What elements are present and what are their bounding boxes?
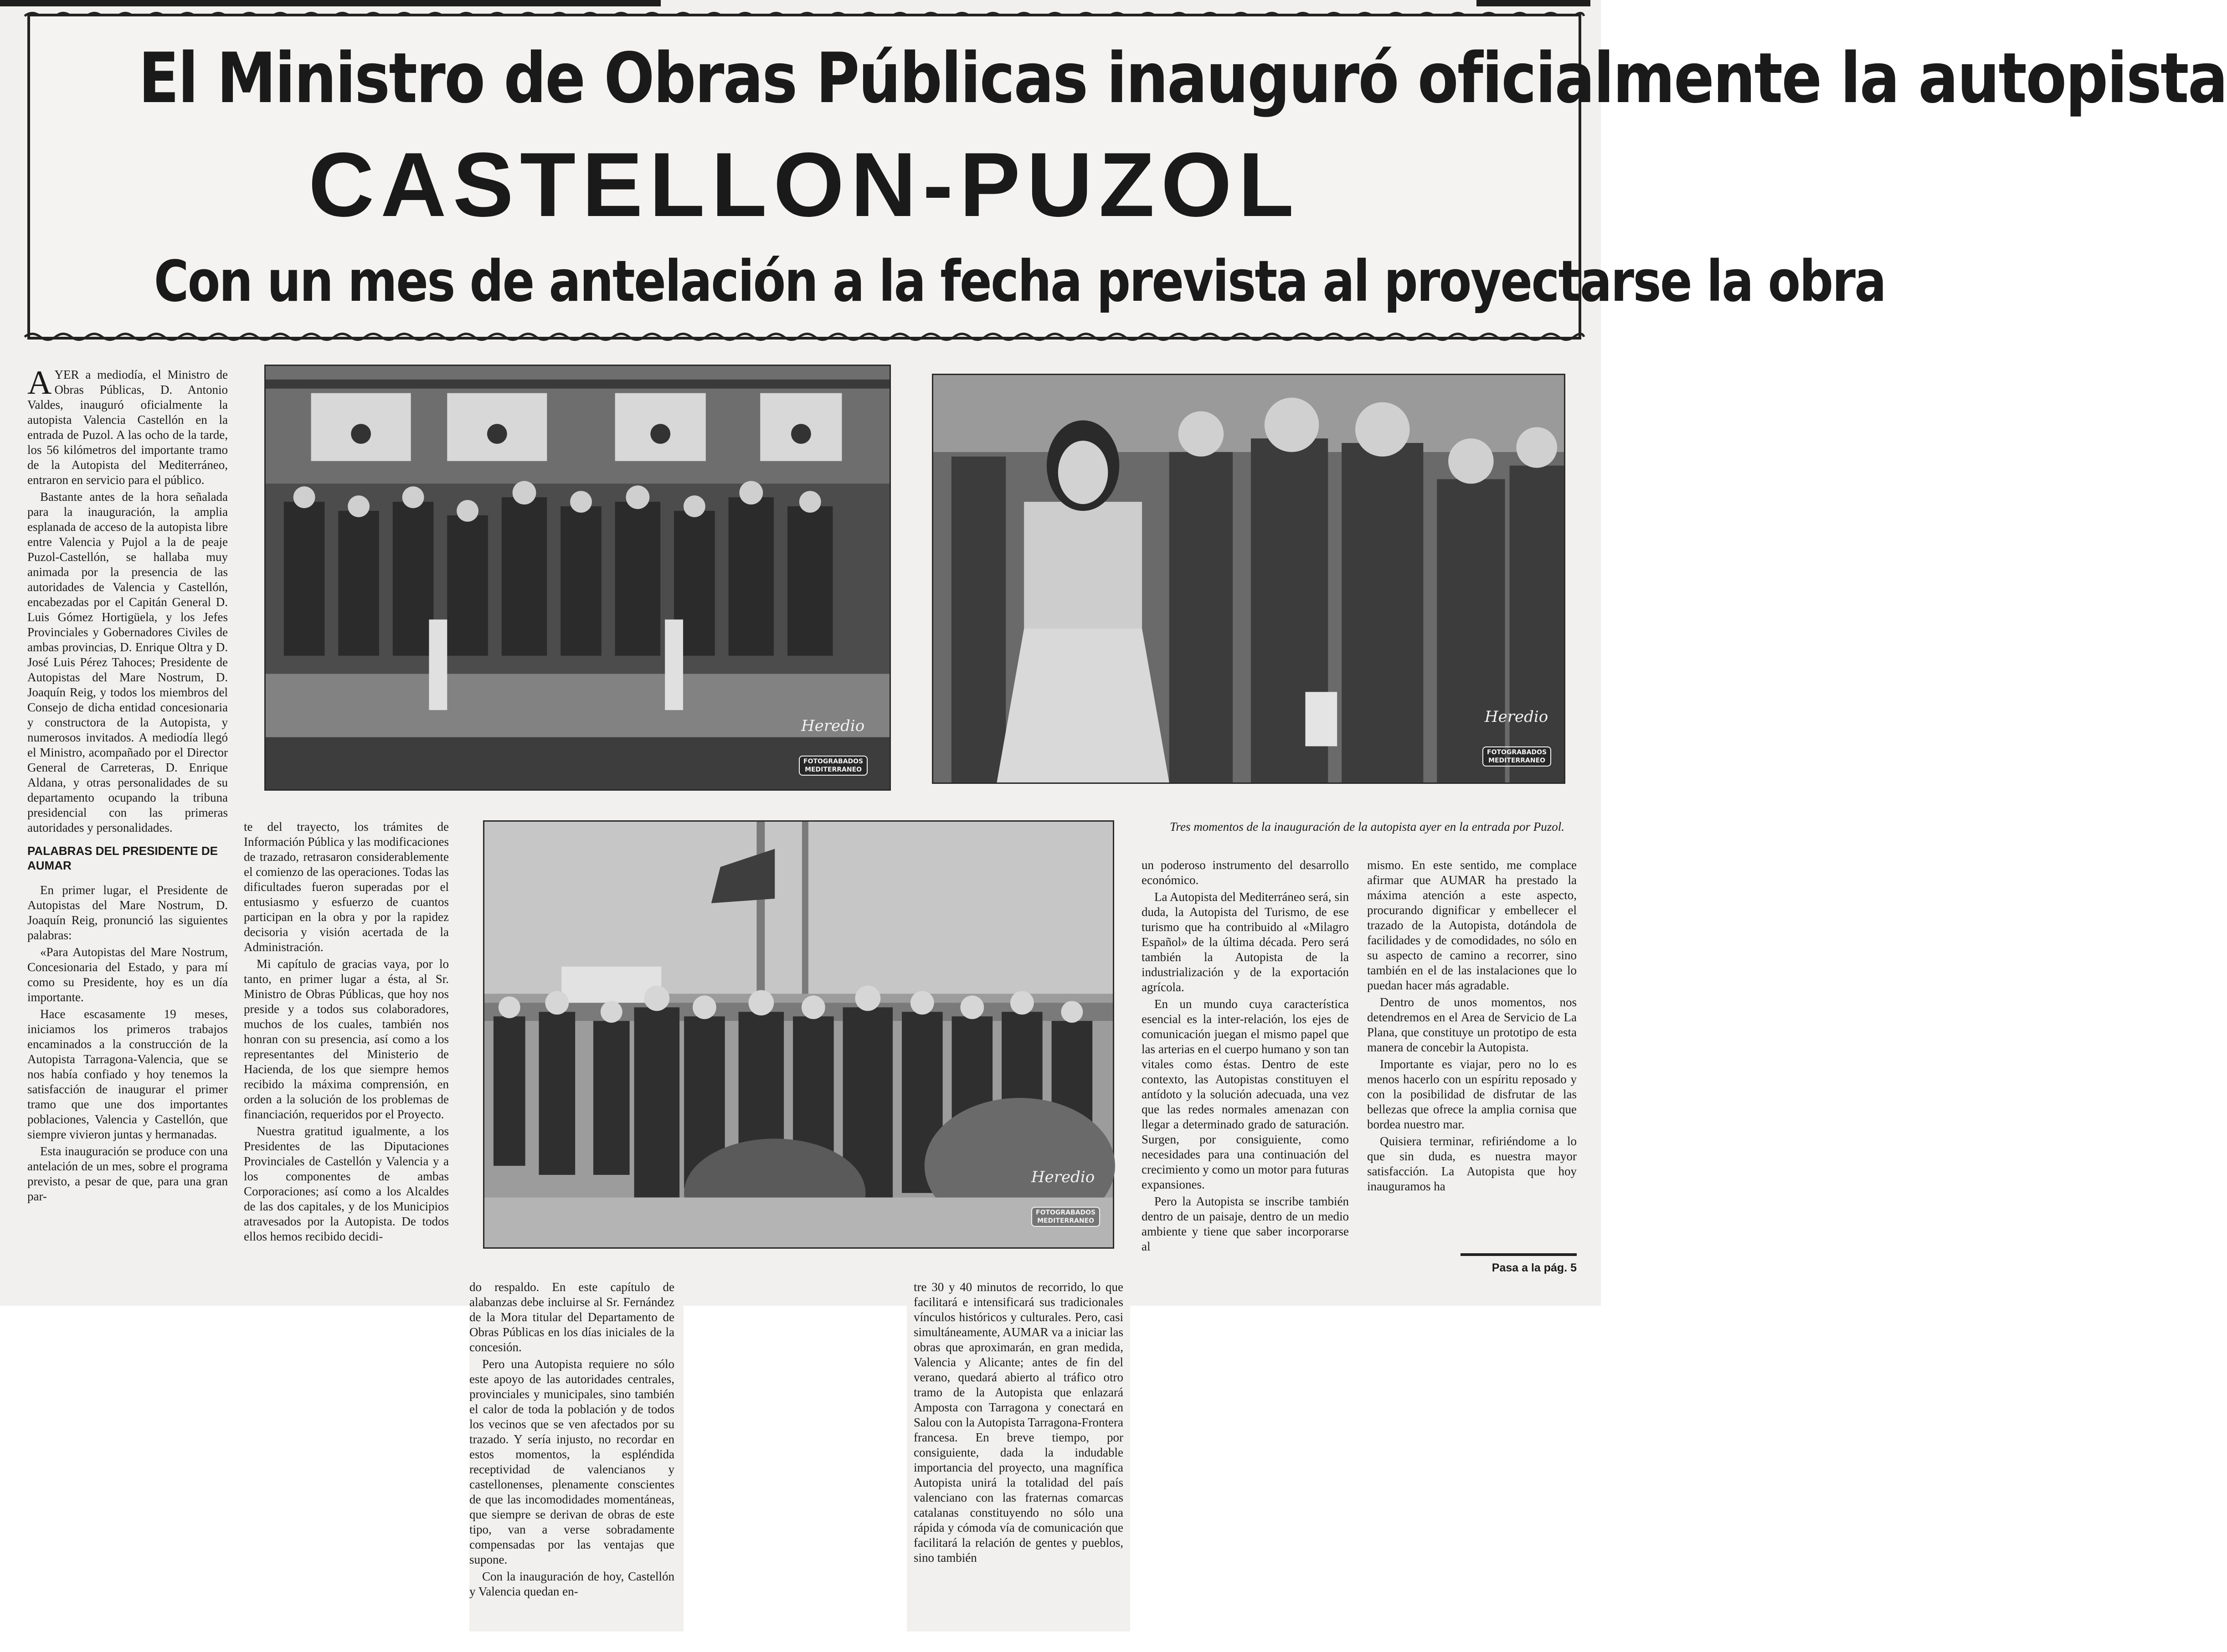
section-subhead: PALABRAS DEL PRESIDENTE DE AUMAR	[27, 844, 218, 872]
photo-credit-signature: Heredio	[1485, 708, 1548, 726]
photo-credit-signature: Heredio	[1031, 1168, 1095, 1186]
article-column-6	[1367, 858, 1577, 1250]
article-column-2	[244, 819, 449, 1293]
photo-agency-stamp: FOTOGRABADOS MEDITERRANEO	[1031, 1207, 1100, 1227]
article-paragraph: La Autopista del Mediterráneo será, sin duda, la Autopista del Turismo, de ese turismo que ha contribuido al «Milagro Español» de la última década. Pero será también la Autopista de la industrialización y de la exportación agrícola.	[1142, 890, 1349, 994]
article-paragraph: Quisiera terminar, refiriéndome a lo que sin duda, es nuestra mayor satisfacción. La Autopista que hoy inauguramos ha	[1367, 1134, 1577, 1193]
continued-on-page: Pasa a la pág. 5	[1461, 1253, 1577, 1281]
article-paragraph: Mi capítulo de gracias vaya, por lo tanto, en primer lugar a ésta, al Sr. Ministro de Obras Públicas, que hoy nos preside y a todos sus colaboradores, muchos de los cuales, también nos honran con su presencia, así como a los representantes del Ministerio de Hacienda, de los que siempre hemos recibido la máxima comprensión, en orden a la solución de los problemas de financiación, requeridos por el Proyecto.	[244, 957, 449, 1121]
article-column-3	[469, 1280, 674, 1631]
photo-procession	[483, 820, 1114, 1249]
article-paragraph: Con la inauguración de hoy, Castellón y Valencia quedan en-	[469, 1570, 674, 1598]
photo-agency-stamp: FOTOGRABADOS MEDITERRANEO	[799, 756, 868, 776]
article-paragraph: do respaldo. En este capítulo de alabanzas debe incluirse al Sr. Fernández de la Mora titular del Departamento de Obras Públicas en los días iniciales de la concesión.	[469, 1280, 674, 1354]
article-paragraph: Hace escasamente 19 meses, iniciamos los primeros trabajos encaminados a la construcción de la Autopista Tarragona-Valencia, que se nos había confiado y hoy tenemos la satisfacción de inaugurar el primer tramo que une dos importantes poblaciones, Valencia y Castellón, que siempre vivieron juntas y hermanadas.	[27, 1007, 228, 1141]
article-paragraph: Nuestra gratitud igualmente, a los Presidentes de las Diputaciones Provinciales de Castellón y Valencia y a los componentes de ambas Corporaciones; así como a los Alcaldes de las dos capitales, y de los Municipios atravesados por la Autopista. De todos ellos hemos recibido decidi-	[244, 1124, 449, 1243]
article-column-5	[1142, 858, 1349, 1295]
article-paragraph: En primer lugar, el Presidente de Autopistas del Mare Nostrum, D. Joaquín Reig, pronunció las siguientes palabras:	[27, 883, 228, 942]
headline-line-1: El Ministro de Obras Públicas inauguró oficialmente la autopista	[138, 38, 2227, 118]
article-paragraph: Importante es viajar, pero no lo es menos hacerlo con un espíritu reposado y con la posibilidad de disfrutar de las bellezas que ofrece la amplia cornisa que bordea nuestro mar.	[1367, 1057, 1577, 1131]
top-rule-right	[1476, 0, 1590, 6]
article-paragraph: «Para Autopistas del Mare Nostrum, Concesionaria del Estado, y para mí como su Presidente, hoy es un día importante.	[27, 945, 228, 1004]
headline-box	[27, 14, 2227, 340]
article-paragraph: un poderoso instrumento del desarrollo económico.	[1142, 858, 1349, 887]
article-paragraph: Pero la Autopista se inscribe también dentro de un paisaje, dentro de un medio ambiente y tiene que saber incorporarse al	[1142, 1194, 1349, 1253]
photo-officials	[932, 374, 1565, 784]
headline-subtitle: Con un mes de antelación a la fecha prevista al proyectarse la obra	[154, 249, 1886, 314]
photo-agency-stamp: FOTOGRABADOS MEDITERRANEO	[1482, 746, 1551, 767]
article-paragraph: Dentro de unos momentos, nos detendremos en el Area de Servicio de La Plana, que constituye un prototipo de esta manera de concebir la Autopista.	[1367, 995, 1577, 1054]
article-paragraph: Bastante antes de la hora señalada para la inauguración, la amplia esplanada de acceso de la autopista libre entre Valencia y Pujol a la de peaje Puzol-Castellón, se hallaba muy animada por la presencia de las autoridades de Valencia y Castellón, encabezadas por el Capitán General D. Luis Gómez Hortigüela, y los Jefes Provinciales y Gobernadores Civiles de ambas provincias, D. Enrique Oltra y D. José Luis Pérez Tahoces; Presidente de Autopistas del Mare Nostrum, D. Joaquín Reig, y todos los miembros del Consejo de dicha entidad concesionaria y constructora de la Autopista, y numerosos invitados. A mediodía llegó el Ministro, acompañado por el Director General de Carreteras, D. Enrique Aldana, y otras personalidades de su departamento ocupando la tribuna presidencial con las primeras autoridades y personalidades.	[27, 490, 228, 834]
article-paragraph: En un mundo cuya característica esencial es la inter-relación, los ejes de comunicación juegan el mismo papel que las arterias en el cuerpo humano y son tan vitales como éstas. Dentro de este contexto, las Autopistas constituyen el antídoto y la solución adecuada, una vez que las redes normales amenazan con llegar a determinado grado de saturación. Surgen, por consiguiente, como necesidades para una continuación del crecimiento y como un motor para futuras expansiones.	[1142, 997, 1349, 1191]
drop-cap: A	[27, 364, 52, 401]
article-paragraph: Esta inauguración se produce con una antelación de un mes, sobre el programa previsto, a pesar de que, para una gran par-	[27, 1144, 228, 1203]
article-paragraph: te del trayecto, los trámites de Información Pública y las modificaciones de trazado, retrasaron considerablemente el comienzo de las operaciones. Todas las dificultades fueron superadas por el entusiasmo y esfuerzo de cuantos participan en la obra y por la rapidez decisoria y visión acertada de la Administración.	[244, 820, 449, 954]
article-column-1	[27, 364, 228, 1292]
article-lead-paragraph: AYER a mediodía, el Ministro de Obras Públicas, D. Antonio Valdes, inauguró oficialmente la autopista Valencia Castellón en la entrada de Puzol. A las ocho de la tarde, los 56 kilómetros del importante tramo de la Autopista del Mediterráneo, entraron en servicio para el público.	[27, 364, 228, 487]
photo-tribune	[264, 365, 891, 791]
headline-line-2: CASTELLON-PUZOL	[308, 134, 1301, 236]
article-paragraph: mismo. En este sentido, me complace afirmar que AUMAR ha prestado la máxima atención a este aspecto, procurando dignificar y embellecer el trazado de la Autopista, dotándola de facilidades y de comodidades, no sólo en su aspecto de camino a recorrer, sino también en el de las instalaciones que lo puedan hacer más agradable.	[1367, 858, 1577, 992]
photo-caption: Tres momentos de la inauguración de la autopista ayer en la entrada por Puzol.	[1170, 820, 1564, 834]
top-rule-left	[0, 0, 661, 6]
article-paragraph: tre 30 y 40 minutos de recorrido, lo que facilitará e intensificará sus tradicionales vínculos históricos y culturales. Pero, casi simultáneamente, AUMAR va a iniciar las obras que aproximarán, en gran medida, Valencia y Alicante; antes de fin del verano, quedará abierto al tráfico otro tramo de la Autopista que enlazará Amposta con Tarragona y conectará en Salou con la Autopista Tarragona-Frontera francesa. En breve tiempo, por consiguiente, dada la indudable importancia del proyecto, una magnífica Autopista unirá la totalidad del país valenciano con las fraternas comarcas catalanas constituyendo no sólo una rápida y cómoda vía de comunicación que facilitará la relación de gentes y pueblos, sino también	[914, 1280, 1123, 1565]
article-paragraph: Pero una Autopista requiere no sólo este apoyo de las autoridades centrales, provinciales y municipales, sino también el calor de toda la población y de todos los vecinos que se ven afectados por su trazado. Y sería injusto, no recordar en estos momentos, la espléndida receptividad de valencianos y castellonenses, plenamente conscientes de que las incomodidades momentáneas, que siempre se derivan de obras de este tipo, van a verse sobradamente compensadas por las ventajas que supone.	[469, 1357, 674, 1566]
wavy-border-bottom	[25, 331, 1584, 343]
article-column-4	[914, 1280, 1123, 1631]
photo-credit-signature: Heredio	[801, 717, 865, 735]
